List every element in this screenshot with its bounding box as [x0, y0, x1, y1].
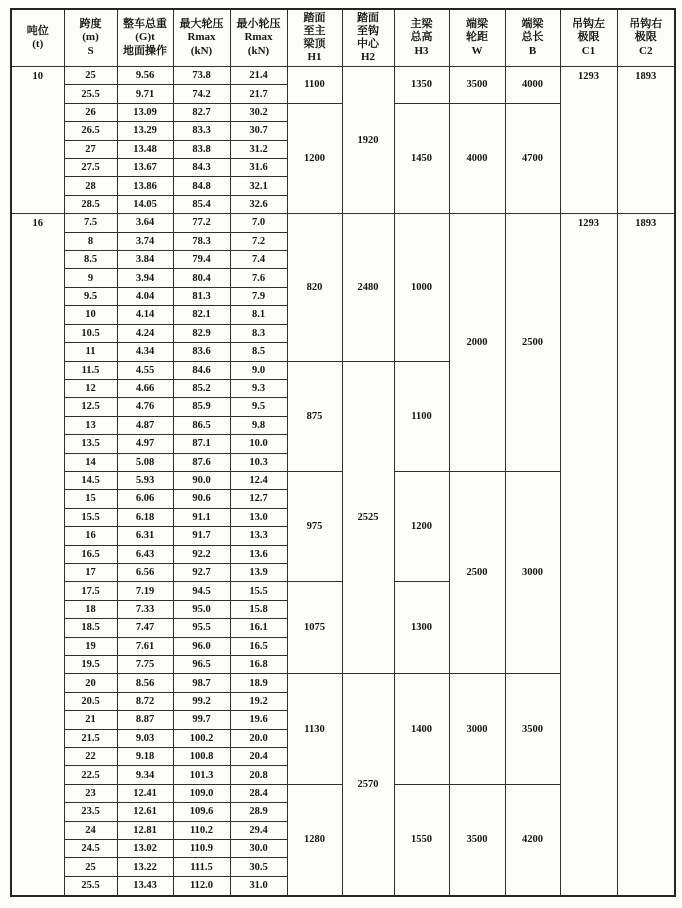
h3-cell: 1300 — [394, 582, 449, 674]
rmax-cell: 92.7 — [173, 563, 230, 581]
span-cell: 17 — [64, 563, 117, 581]
total-weight-cell: 9.34 — [117, 766, 173, 784]
total-weight-cell: 7.75 — [117, 656, 173, 674]
total-weight-cell: 13.02 — [117, 840, 173, 858]
rmax-cell: 95.5 — [173, 619, 230, 637]
c2-cell: 1893 — [617, 214, 675, 896]
b-cell: 4200 — [505, 784, 560, 896]
rmin-cell: 8.3 — [230, 324, 287, 342]
total-weight-cell: 4.66 — [117, 379, 173, 397]
total-weight-cell: 4.04 — [117, 287, 173, 305]
span-cell: 26.5 — [64, 122, 117, 140]
rmin-cell: 13.6 — [230, 545, 287, 563]
total-weight-cell: 3.84 — [117, 251, 173, 269]
rmin-cell: 19.2 — [230, 692, 287, 710]
rmin-cell: 15.5 — [230, 582, 287, 600]
total-weight-cell: 12.41 — [117, 784, 173, 802]
w-cell: 3500 — [449, 67, 505, 104]
total-weight-cell: 7.61 — [117, 637, 173, 655]
rmin-cell: 30.5 — [230, 858, 287, 876]
span-cell: 27.5 — [64, 159, 117, 177]
rmax-cell: 84.3 — [173, 159, 230, 177]
h1-cell: 975 — [287, 471, 342, 581]
h2-cell: 1920 — [342, 67, 394, 214]
total-weight-cell: 4.24 — [117, 324, 173, 342]
rmin-cell: 9.8 — [230, 416, 287, 434]
rmin-cell: 15.8 — [230, 600, 287, 618]
span-cell: 23 — [64, 784, 117, 802]
rmin-cell: 32.6 — [230, 195, 287, 213]
header-h1 — [287, 9, 342, 67]
span-cell: 18.5 — [64, 619, 117, 637]
header-max-wheel-load-line: (kN) — [190, 44, 213, 57]
total-weight-cell: 3.74 — [117, 232, 173, 250]
total-weight-cell: 4.55 — [117, 361, 173, 379]
header-total-weight-line: 整车总重 — [123, 18, 167, 31]
total-weight-cell: 3.94 — [117, 269, 173, 287]
header-min-wheel-load-line: (kN) — [247, 44, 270, 57]
header-min-wheel-load — [230, 9, 287, 67]
span-cell: 14 — [64, 453, 117, 471]
rmin-cell: 30.0 — [230, 840, 287, 858]
span-cell: 16 — [64, 527, 117, 545]
h2-cell: 2570 — [342, 674, 394, 896]
header-tonnage — [11, 9, 64, 67]
rmax-cell: 82.9 — [173, 324, 230, 342]
total-weight-cell: 5.93 — [117, 471, 173, 489]
rmax-cell: 100.8 — [173, 748, 230, 766]
total-weight-cell: 6.06 — [117, 490, 173, 508]
total-weight-cell: 13.22 — [117, 858, 173, 876]
header-h3-line: 主梁 — [410, 18, 433, 31]
rmax-cell: 110.2 — [173, 821, 230, 839]
rmin-cell: 7.9 — [230, 287, 287, 305]
h1-cell: 1200 — [287, 103, 342, 213]
total-weight-cell: 4.14 — [117, 306, 173, 324]
span-cell: 16.5 — [64, 545, 117, 563]
rmin-cell: 16.5 — [230, 637, 287, 655]
span-cell: 12 — [64, 379, 117, 397]
header-span-line: S — [87, 44, 94, 57]
rmax-cell: 111.5 — [173, 858, 230, 876]
header-c2-line: 吊钩右 — [629, 18, 663, 31]
rmin-cell: 28.4 — [230, 784, 287, 802]
total-weight-cell: 6.43 — [117, 545, 173, 563]
rmin-cell: 31.0 — [230, 876, 287, 896]
c1-cell: 1293 — [560, 214, 617, 896]
rmax-cell: 84.6 — [173, 361, 230, 379]
w-cell: 2500 — [449, 471, 505, 673]
rmin-cell: 16.1 — [230, 619, 287, 637]
header-tonnage-line: 吨位 — [26, 24, 49, 37]
h1-cell: 820 — [287, 214, 342, 361]
header-max-wheel-load — [173, 9, 230, 67]
total-weight-cell: 12.61 — [117, 803, 173, 821]
rmax-cell: 85.9 — [173, 398, 230, 416]
rmax-cell: 73.8 — [173, 67, 230, 85]
header-c1-line: 极限 — [577, 31, 600, 44]
c2-cell: 1893 — [617, 67, 675, 214]
w-cell: 3500 — [449, 784, 505, 896]
b-cell: 3500 — [505, 674, 560, 784]
total-weight-cell: 4.87 — [117, 416, 173, 434]
header-h1-line: H1 — [307, 51, 322, 64]
rmin-cell: 21.7 — [230, 85, 287, 103]
header-c1-line: 吊钩左 — [572, 18, 605, 31]
header-max-wheel-load-line: 最大轮压 — [179, 18, 224, 31]
rmin-cell: 20.4 — [230, 748, 287, 766]
span-cell: 22.5 — [64, 766, 117, 784]
span-cell: 8 — [64, 232, 117, 250]
span-cell: 25 — [64, 858, 117, 876]
total-weight-cell: 13.29 — [117, 122, 173, 140]
table-row — [11, 214, 675, 232]
rmin-cell: 19.6 — [230, 711, 287, 729]
span-cell: 14.5 — [64, 471, 117, 489]
rmax-cell: 77.2 — [173, 214, 230, 232]
header-w — [449, 9, 505, 67]
h1-cell: 875 — [287, 361, 342, 471]
header-min-wheel-load-line: Rmax — [244, 31, 273, 44]
rmin-cell: 30.7 — [230, 122, 287, 140]
rmin-cell: 7.2 — [230, 232, 287, 250]
h1-cell: 1130 — [287, 674, 342, 784]
span-cell: 15 — [64, 490, 117, 508]
table-header — [11, 9, 675, 67]
header-b-line: 端梁 — [521, 18, 544, 31]
span-cell: 13 — [64, 416, 117, 434]
span-cell: 13.5 — [64, 435, 117, 453]
h1-cell: 1100 — [287, 67, 342, 104]
rmax-cell: 83.6 — [173, 343, 230, 361]
rmax-cell: 98.7 — [173, 674, 230, 692]
total-weight-cell: 14.05 — [117, 195, 173, 213]
h3-cell: 1350 — [394, 67, 449, 104]
rmin-cell: 9.3 — [230, 379, 287, 397]
header-h3-line: H3 — [414, 44, 429, 57]
rmax-cell: 81.3 — [173, 287, 230, 305]
header-h2-line: 至钩 — [357, 24, 379, 37]
span-cell: 9.5 — [64, 287, 117, 305]
total-weight-cell: 13.09 — [117, 103, 173, 121]
header-h1-line: 至主 — [303, 24, 326, 37]
b-cell: 3000 — [505, 471, 560, 673]
rmax-cell: 109.0 — [173, 784, 230, 802]
b-cell: 2500 — [505, 214, 560, 472]
rmax-cell: 79.4 — [173, 251, 230, 269]
h3-cell: 1550 — [394, 784, 449, 896]
header-b-line: 总长 — [521, 31, 544, 44]
header-b-line: B — [528, 44, 537, 57]
h2-cell: 2480 — [342, 214, 394, 361]
header-h2 — [342, 9, 394, 67]
total-weight-cell: 9.56 — [117, 67, 173, 85]
rmin-cell: 12.7 — [230, 490, 287, 508]
header-h1-line: 梁顶 — [303, 38, 326, 50]
rmax-cell: 84.8 — [173, 177, 230, 195]
rmax-cell: 91.1 — [173, 508, 230, 526]
total-weight-cell: 12.81 — [117, 821, 173, 839]
span-cell: 22 — [64, 748, 117, 766]
header-c2 — [617, 9, 675, 67]
rmax-cell: 91.7 — [173, 527, 230, 545]
table-body — [11, 67, 675, 897]
rmin-cell: 16.8 — [230, 656, 287, 674]
span-cell: 15.5 — [64, 508, 117, 526]
header-span — [64, 9, 117, 67]
span-cell: 11 — [64, 343, 117, 361]
header-row — [11, 9, 675, 67]
rmin-cell: 20.8 — [230, 766, 287, 784]
span-cell: 18 — [64, 600, 117, 618]
table-row — [11, 67, 675, 85]
span-cell: 25 — [64, 67, 117, 85]
span-cell: 7.5 — [64, 214, 117, 232]
header-total-weight — [117, 9, 173, 67]
span-cell: 23.5 — [64, 803, 117, 821]
rmax-cell: 85.4 — [173, 195, 230, 213]
total-weight-cell: 13.67 — [117, 159, 173, 177]
w-cell: 2000 — [449, 214, 505, 472]
w-cell: 4000 — [449, 103, 505, 213]
span-cell: 20 — [64, 674, 117, 692]
rmax-cell: 95.0 — [173, 600, 230, 618]
total-weight-cell: 6.56 — [117, 563, 173, 581]
rmin-cell: 32.1 — [230, 177, 287, 195]
rmax-cell: 101.3 — [173, 766, 230, 784]
total-weight-cell: 9.18 — [117, 748, 173, 766]
rmax-cell: 96.0 — [173, 637, 230, 655]
rmax-cell: 78.3 — [173, 232, 230, 250]
total-weight-cell: 6.18 — [117, 508, 173, 526]
rmax-cell: 87.6 — [173, 453, 230, 471]
tonnage-cell: 10 — [11, 67, 64, 214]
rmax-cell: 87.1 — [173, 435, 230, 453]
total-weight-cell: 4.76 — [117, 398, 173, 416]
rmin-cell: 13.9 — [230, 563, 287, 581]
header-span-line: (m) — [82, 31, 99, 44]
header-w-line: W — [471, 44, 483, 57]
total-weight-cell: 8.87 — [117, 711, 173, 729]
span-cell: 10 — [64, 306, 117, 324]
rmax-cell: 100.2 — [173, 729, 230, 747]
header-min-wheel-load-line: 最小轮压 — [236, 18, 281, 31]
header-b — [505, 9, 560, 67]
rmax-cell: 94.5 — [173, 582, 230, 600]
rmin-cell: 31.6 — [230, 159, 287, 177]
span-cell: 21 — [64, 711, 117, 729]
header-c2-line: C2 — [639, 44, 653, 57]
rmin-cell: 28.9 — [230, 803, 287, 821]
header-h2-line: 踏面 — [357, 11, 379, 24]
total-weight-cell: 5.08 — [117, 453, 173, 471]
span-cell: 24.5 — [64, 840, 117, 858]
span-cell: 20.5 — [64, 692, 117, 710]
span-cell: 25.5 — [64, 85, 117, 103]
w-cell: 3000 — [449, 674, 505, 784]
b-cell: 4000 — [505, 67, 560, 104]
total-weight-cell: 6.31 — [117, 527, 173, 545]
header-c2-line: 极限 — [634, 31, 657, 44]
rmin-cell: 7.4 — [230, 251, 287, 269]
h1-cell: 1280 — [287, 784, 342, 896]
rmin-cell: 7.6 — [230, 269, 287, 287]
span-cell: 25.5 — [64, 876, 117, 896]
span-cell: 9 — [64, 269, 117, 287]
h3-cell: 1200 — [394, 471, 449, 581]
rmax-cell: 99.2 — [173, 692, 230, 710]
header-h2-line: H2 — [360, 51, 376, 64]
span-cell: 17.5 — [64, 582, 117, 600]
rmin-cell: 20.0 — [230, 729, 287, 747]
header-h2-line: 中心 — [357, 38, 379, 50]
span-cell: 28 — [64, 177, 117, 195]
rmax-cell: 85.2 — [173, 379, 230, 397]
rmax-cell: 96.5 — [173, 656, 230, 674]
rmin-cell: 29.4 — [230, 821, 287, 839]
rmax-cell: 90.0 — [173, 471, 230, 489]
span-cell: 24 — [64, 821, 117, 839]
span-cell: 26 — [64, 103, 117, 121]
header-tonnage-line: (t) — [32, 38, 44, 50]
rmax-cell: 90.6 — [173, 490, 230, 508]
rmin-cell: 8.1 — [230, 306, 287, 324]
header-h3-line: 总高 — [410, 31, 433, 44]
rmin-cell: 12.4 — [230, 471, 287, 489]
rmax-cell: 80.4 — [173, 269, 230, 287]
rmax-cell: 82.1 — [173, 306, 230, 324]
h3-cell: 1100 — [394, 361, 449, 471]
b-cell: 4700 — [505, 103, 560, 213]
total-weight-cell: 4.97 — [117, 435, 173, 453]
total-weight-cell: 8.72 — [117, 692, 173, 710]
h3-cell: 1000 — [394, 214, 449, 361]
rmax-cell: 99.7 — [173, 711, 230, 729]
span-cell: 21.5 — [64, 729, 117, 747]
header-w-line: 端梁 — [466, 18, 488, 31]
total-weight-cell: 9.71 — [117, 85, 173, 103]
rmin-cell: 13.0 — [230, 508, 287, 526]
h2-cell: 2525 — [342, 361, 394, 674]
total-weight-cell: 7.33 — [117, 600, 173, 618]
rmin-cell: 9.0 — [230, 361, 287, 379]
rmin-cell: 9.5 — [230, 398, 287, 416]
rmin-cell: 8.5 — [230, 343, 287, 361]
span-cell: 27 — [64, 140, 117, 158]
header-total-weight-line: (G)t — [135, 31, 155, 44]
rmin-cell: 10.0 — [230, 435, 287, 453]
h1-cell: 1075 — [287, 582, 342, 674]
rmin-cell: 31.2 — [230, 140, 287, 158]
crane-spec-table — [10, 8, 676, 897]
total-weight-cell: 7.47 — [117, 619, 173, 637]
span-cell: 12.5 — [64, 398, 117, 416]
header-max-wheel-load-line: Rmax — [187, 31, 216, 44]
rmax-cell: 83.8 — [173, 140, 230, 158]
total-weight-cell: 13.43 — [117, 876, 173, 896]
total-weight-cell: 7.19 — [117, 582, 173, 600]
total-weight-cell: 4.34 — [117, 343, 173, 361]
header-span-line: 跨度 — [79, 18, 102, 31]
rmax-cell: 86.5 — [173, 416, 230, 434]
total-weight-cell: 13.86 — [117, 177, 173, 195]
total-weight-cell: 8.56 — [117, 674, 173, 692]
rmax-cell: 112.0 — [173, 876, 230, 896]
header-c1-line: C1 — [581, 44, 596, 57]
rmin-cell: 7.0 — [230, 214, 287, 232]
rmax-cell: 110.9 — [173, 840, 230, 858]
header-w-line: 轮距 — [466, 31, 488, 44]
tonnage-cell: 16 — [11, 214, 64, 896]
h3-cell: 1450 — [394, 103, 449, 213]
total-weight-cell: 3.64 — [117, 214, 173, 232]
rmax-cell: 92.2 — [173, 545, 230, 563]
header-c1 — [560, 9, 617, 67]
h3-cell: 1400 — [394, 674, 449, 784]
span-cell: 11.5 — [64, 361, 117, 379]
rmax-cell: 74.2 — [173, 85, 230, 103]
rmax-cell: 82.7 — [173, 103, 230, 121]
total-weight-cell: 13.48 — [117, 140, 173, 158]
c1-cell: 1293 — [560, 67, 617, 214]
span-cell: 19 — [64, 637, 117, 655]
span-cell: 8.5 — [64, 251, 117, 269]
total-weight-cell: 9.03 — [117, 729, 173, 747]
span-cell: 28.5 — [64, 195, 117, 213]
span-cell: 10.5 — [64, 324, 117, 342]
header-h3 — [394, 9, 449, 67]
span-cell: 19.5 — [64, 656, 117, 674]
header-total-weight-line: 地面操作 — [123, 44, 167, 57]
header-h1-line: 踏面 — [303, 11, 326, 24]
rmin-cell: 13.3 — [230, 527, 287, 545]
rmin-cell: 21.4 — [230, 67, 287, 85]
rmax-cell: 109.6 — [173, 803, 230, 821]
rmin-cell: 10.3 — [230, 453, 287, 471]
rmin-cell: 30.2 — [230, 103, 287, 121]
rmax-cell: 83.3 — [173, 122, 230, 140]
rmin-cell: 18.9 — [230, 674, 287, 692]
